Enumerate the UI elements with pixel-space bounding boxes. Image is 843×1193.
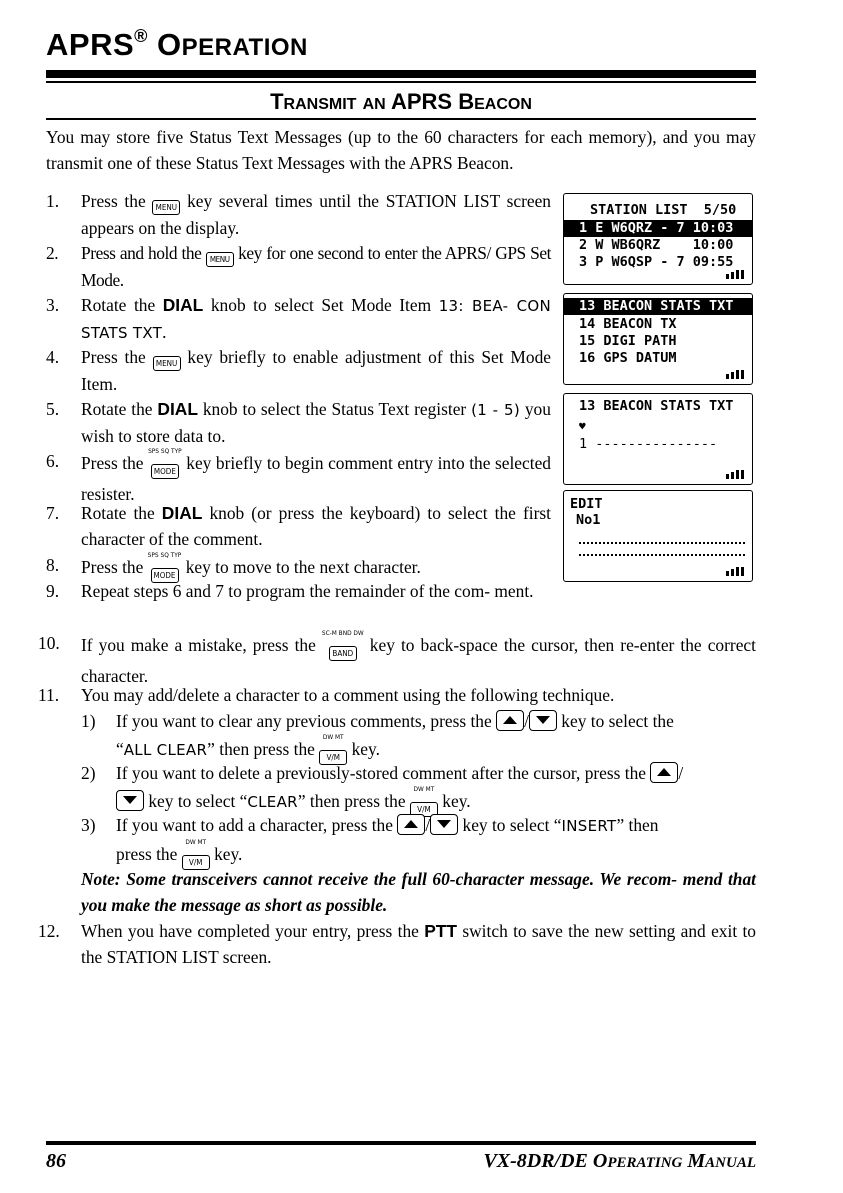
lcd-line: 3 P W6QSP - 7 09:55 [579, 254, 734, 270]
lcd-line: EDIT [570, 496, 603, 512]
lcd-beacon-stats [563, 393, 753, 485]
note: Note: Some transceivers cannot receive the full 60-character message. We recom- mend that you make the message as short as possible. [81, 869, 756, 915]
down-arrow-key-icon [116, 790, 144, 811]
lcd-line: 15 DIGI PATH [579, 333, 677, 349]
header-rule [46, 70, 756, 78]
footer-rule [46, 1141, 756, 1145]
page-number: 86 [46, 1150, 66, 1172]
menu-key-icon: MENU [153, 356, 181, 371]
lcd-line: 1 --------------- [579, 436, 718, 452]
vm-key-icon: DW MT V/M [182, 839, 210, 872]
up-arrow-key-icon [397, 814, 425, 835]
lcd-line-selected: 13 BEACON STATS TXT [564, 298, 752, 315]
down-arrow-key-icon [529, 710, 557, 731]
menu-key-icon: MENU [152, 200, 180, 215]
intro-paragraph: You may store five Status Text Messages (up to the 60 characters for each memory), and you may transmit one of these Status Text Messages with the APRS Beacon. [46, 127, 756, 173]
lcd-line: STATION LIST 5/50 [590, 202, 737, 218]
section-title: APRS® OPERATION [46, 26, 308, 62]
manual-title: VX-8DR/DE OPERATING MANUAL [483, 1150, 756, 1172]
up-arrow-key-icon [650, 762, 678, 783]
mode-key-icon: SPS SQ TYP MODE [148, 448, 182, 481]
lcd-dotted-line [579, 542, 745, 544]
lcd-line: No1 [576, 512, 601, 528]
lcd-cursor: ♥ [579, 420, 586, 433]
vm-key-icon: DW MT V/M [410, 786, 438, 819]
lcd-dotted-line [579, 554, 745, 556]
mode-key-icon: SPS SQ TYP MODE [148, 552, 182, 585]
lcd-line: 13 BEACON STATS TXT [579, 398, 734, 414]
down-arrow-key-icon [430, 814, 458, 835]
lcd-line: 16 GPS DATUM [579, 350, 677, 366]
lcd-line-selected: 1 E W6QRZ - 7 10:03 [564, 220, 752, 237]
battery-icon [726, 370, 744, 379]
up-arrow-key-icon [496, 710, 524, 731]
vm-key-icon: DW MT V/M [319, 734, 347, 767]
band-key-icon: SC-M BND DW BAND [322, 630, 364, 663]
battery-icon [726, 270, 744, 279]
lcd-station-list [563, 193, 753, 285]
header-rule-thin [46, 81, 756, 83]
battery-icon [726, 470, 744, 479]
subsection-rule [46, 118, 756, 120]
menu-key-icon: MENU [206, 252, 234, 267]
battery-icon [726, 567, 744, 576]
lcd-edit [563, 490, 753, 582]
lcd-set-mode-list [563, 293, 753, 385]
lcd-line: 14 BEACON TX [579, 316, 677, 332]
subsection-title: TRANSMIT AN APRS BEACON [270, 89, 532, 114]
lcd-line: 2 W WB6QRZ 10:00 [579, 237, 734, 253]
